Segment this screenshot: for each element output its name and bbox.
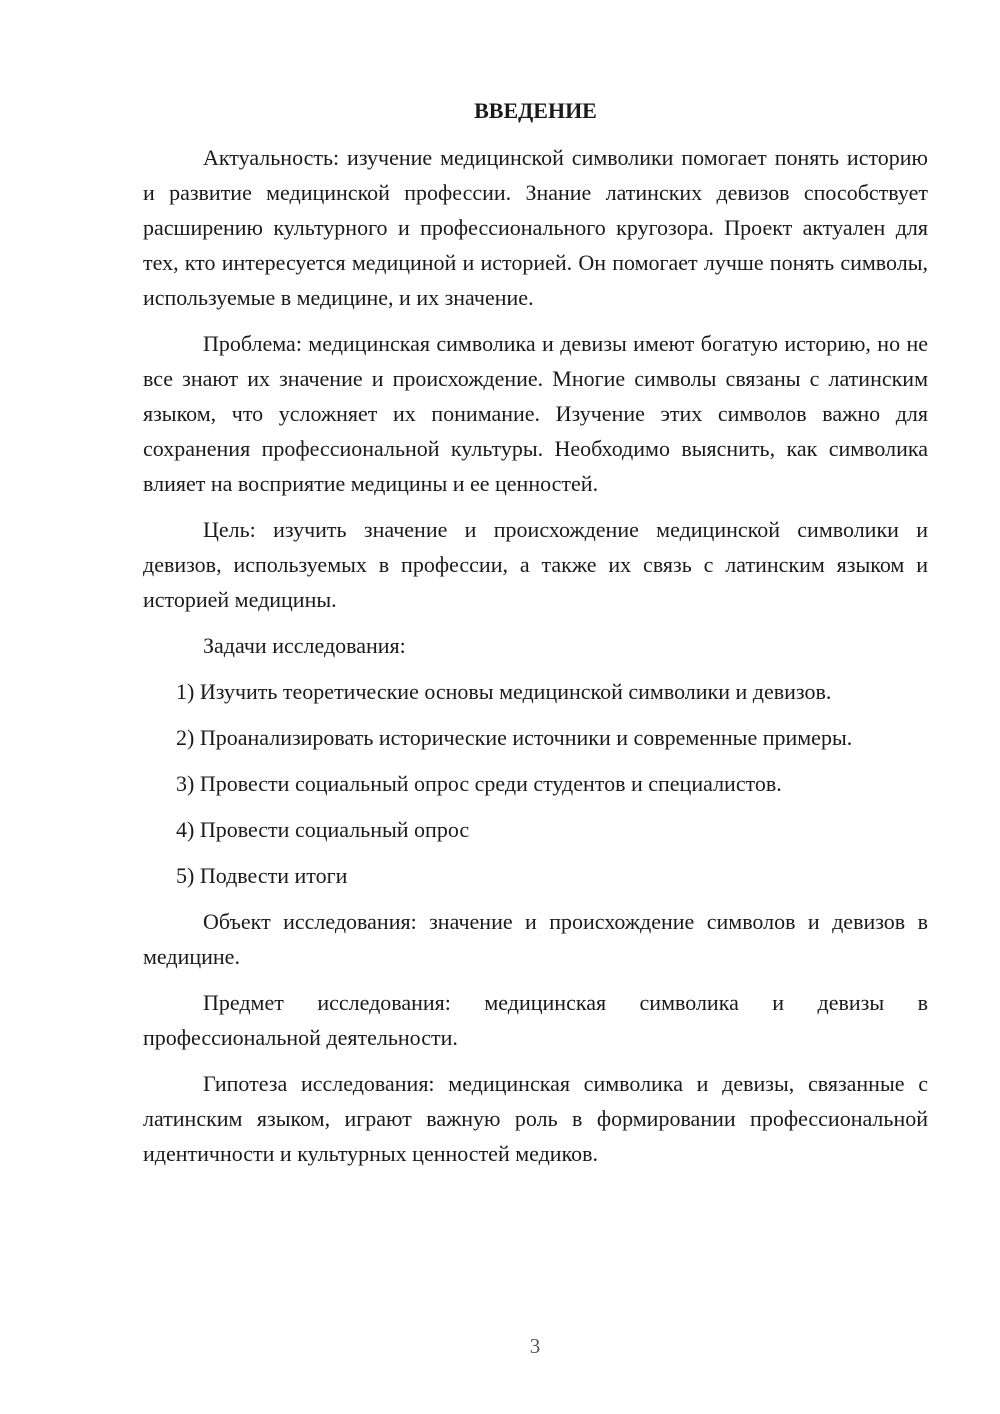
section-title: ВВЕДЕНИЕ — [474, 98, 597, 123]
paragraph-problem: Проблема: медицинская символика и девизы имеют богатую историю, но не все знают их значение и происхождение. Многие символы связаны с латинским языком, что усложняет их понимание. Изучение этих символов важно для сохранения профессиональной культуры. Необходимо выяснить, как символика влияет на восприятие медицины и ее ценностей. — [143, 331, 928, 496]
paragraph-subject: Предмет исследования: медицинская символика и девизы в профессиональной деятельности. — [143, 990, 928, 1050]
task-item-1: 1) Изучить теоретические основы медицинской символики и девизов. — [176, 679, 832, 704]
task-item-2: 2) Проанализировать исторические источники и современные примеры. — [176, 725, 853, 750]
tasks-heading: Задачи исследования: — [203, 633, 406, 658]
task-item-4: 4) Провести социальный опрос — [176, 817, 470, 842]
paragraph-relevance: Актуальность: изучение медицинской символики помогает понять историю и развитие медицинской профессии. Знание латинских девизов способствует расширению культурного и профессионального кругозора. Проект актуален для тех, кто интересуется медициной и историей. Он помогает лучше понять символы, используемые в медицине, и их значение. — [143, 145, 928, 310]
page-number: 3 — [529, 1334, 541, 1358]
task-item-5: 5) Подвести итоги — [176, 863, 348, 888]
paragraph-goal: Цель: изучить значение и происхождение медицинской символики и девизов, используемых в профессии, а также их связь с латинским языком и историей медицины. — [143, 517, 928, 612]
paragraph-hypothesis: Гипотеза исследования: медицинская символика и девизы, связанные с латинским языком, играют важную роль в формировании профессиональной идентичности и культурных ценностей медиков. — [143, 1071, 928, 1166]
document-page — [143, 96, 928, 1182]
task-item-3: 3) Провести социальный опрос среди студентов и специалистов. — [176, 771, 782, 796]
paragraph-object: Объект исследования: значение и происхождение символов и девизов в медицине. — [143, 909, 928, 969]
